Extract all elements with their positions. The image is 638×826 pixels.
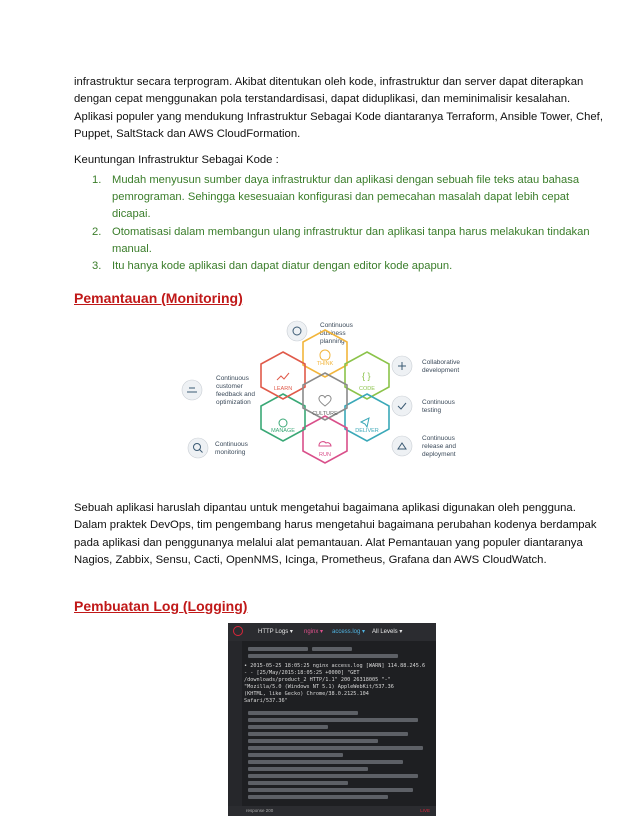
feedback-label-4: optimization — [216, 399, 251, 406]
feedback-circle-icon — [182, 380, 202, 400]
log-line: Safari/537.36" — [244, 698, 288, 704]
benefit-number: 3. — [92, 260, 102, 273]
log-row-placeholder — [248, 788, 413, 792]
log-line: - - [25/May/2015:18:05:25 +0000] "GET — [244, 670, 360, 676]
log-row-placeholder — [248, 732, 408, 736]
benefit-line: Mudah menyusun sumber daya infrastruktur dan aplikasi dengan sebuah file teks atau bahasa — [112, 174, 580, 186]
log-row-placeholder — [248, 746, 423, 750]
feedback-label-1: Continuous — [216, 375, 249, 382]
log-row-placeholder — [248, 647, 308, 651]
log-row-placeholder — [248, 767, 368, 771]
logo-icon — [233, 626, 243, 636]
log-line: /downloads/product_2 HTTP/1.1" 200 26318005 "-" — [244, 677, 391, 683]
release-label-2: release and — [422, 443, 456, 450]
code-label: CODE — [359, 386, 375, 392]
benefits-list — [92, 172, 590, 275]
benefit-item — [92, 224, 590, 258]
log-line: (KHTML, like Gecko) Chrome/38.0.2125.104 — [244, 691, 369, 697]
intro-line: Aplikasi populer yang mendukung Infrastruktur Sebagai Kode diantaranya Terraform, Ansible Tower, Chef, — [74, 110, 603, 123]
testing-label-1: Continuous — [422, 399, 455, 406]
culture-label: CULTURE — [312, 411, 338, 417]
collab-label-1: Collaborative — [422, 359, 460, 366]
benefit-line: Itu hanya kode aplikasi dan dapat diatur dengan editor kode apapun. — [112, 260, 453, 273]
log-row-placeholder — [248, 654, 398, 658]
feedback-label-2: customer — [216, 383, 243, 390]
log-footer — [228, 806, 436, 816]
monitoring-paragraph — [74, 500, 597, 570]
deliver-label: DELIVER — [355, 428, 379, 434]
menu-http-logs[interactable]: HTTP Logs ▾ — [258, 629, 293, 635]
logging-heading: Pembuatan Log (Logging) — [74, 598, 248, 614]
learn-label: LEARN — [273, 386, 293, 392]
run-label: RUN — [319, 452, 331, 458]
cloud-icon — [319, 442, 331, 446]
benefits-title: Keuntungan Infrastruktur Sebagai Kode : — [74, 154, 279, 166]
braces-icon: { } — [362, 371, 371, 381]
log-row-placeholder — [248, 739, 378, 743]
lightbulb-icon — [320, 350, 330, 360]
log-row-placeholder — [248, 774, 418, 778]
planning-label-2: business — [320, 330, 346, 337]
log-line: • 2015-05-25 18:05:25 nginx access.log [WARN] 114.88.245.6 — [244, 663, 426, 669]
menu-all-levels[interactable]: All Levels ▾ — [372, 629, 403, 635]
benefit-number: 2. — [92, 225, 102, 238]
monitoring-label-2: monitoring — [215, 449, 246, 456]
intro-paragraph — [74, 74, 603, 144]
benefit-item — [92, 172, 580, 224]
log-toolbar — [228, 623, 436, 641]
log-row-placeholder — [248, 753, 343, 757]
benefit-item — [92, 258, 566, 275]
benefit-line: dicapai. — [112, 208, 151, 221]
release-label-1: Continuous — [422, 435, 455, 442]
log-row-placeholder — [248, 760, 403, 764]
planning-label-3: planning — [320, 338, 345, 345]
planning-label-1: Continuous — [320, 322, 353, 329]
monitoring-line: Sebuah aplikasi haruslah dipantau untuk mengetahui bagaimana aplikasi digunakan oleh pengguna. — [74, 502, 576, 514]
planning-circle-icon — [287, 321, 307, 341]
benefit-line: manual. — [112, 242, 152, 255]
log-gutter — [228, 641, 242, 816]
testing-circle-icon — [392, 396, 412, 416]
feedback-label-3: feedback and — [216, 391, 256, 398]
log-row-placeholder — [248, 781, 348, 785]
monitoring-line: pada aplikasi dan penggunanya melalui alat pemantauan. Alat Pemantauan yang populer diantaranya — [74, 536, 583, 549]
benefit-number: 1. — [92, 174, 102, 186]
collab-label-2: development — [422, 367, 460, 374]
monitoring-heading: Pemantauan (Monitoring) — [74, 290, 243, 306]
log-row-placeholder — [248, 718, 418, 722]
benefit-line: Otomatisasi dalam membangun ulang infrastruktur dan aplikasi tanpa harus melakukan tindakan — [112, 225, 590, 238]
think-label: THINK — [316, 361, 334, 367]
log-row-placeholder — [248, 795, 388, 799]
gear-icon — [279, 419, 287, 427]
log-line: "Mozilla/5.0 (Windows NT 5.1) AppleWebKit/537.36 — [244, 684, 394, 690]
devops-diagram — [170, 318, 460, 483]
monitoring-circle-icon — [188, 438, 208, 458]
log-row-placeholder — [248, 711, 358, 715]
manage-label: MANAGE — [271, 428, 295, 434]
intro-line: infrastruktur secara terprogram. Akibat ditentukan oleh kode, infrastruktur dan server dapat diterapkan — [74, 76, 584, 88]
monitoring-label-1: Continuous — [215, 441, 248, 448]
menu-nginx[interactable]: nginx ▾ — [304, 629, 324, 635]
log-row-placeholder — [248, 725, 328, 729]
trend-icon — [277, 373, 289, 380]
footer-filter: response 200 — [246, 808, 274, 813]
release-circle-icon — [392, 436, 412, 456]
intro-line: dengan cepat menggunakan pola terstandardisasi, dapat diduplikasi, dan meminimalisir kesalahan. — [74, 93, 571, 106]
log-row-placeholder — [312, 647, 352, 651]
benefit-line: pemrograman. Sehingga kesesuaian konfigurasi dan pemecahan masalah dapat lebih cepat — [112, 191, 570, 204]
heart-icon — [319, 395, 331, 406]
monitoring-line: Dalam praktek DevOps, tim pengembang harus mengetahui bagaimana perubahan kodenya berdampak — [74, 519, 597, 532]
menu-access-log[interactable]: access.log ▾ — [332, 629, 366, 635]
send-icon — [361, 418, 369, 427]
release-label-3: deployment — [422, 451, 456, 458]
monitoring-line: Nagios, Zabbix, Sensu, Cacti, OpenNMS, Icinga, Prometheus, Grafana dan AWS CloudWatch. — [74, 554, 547, 567]
live-badge[interactable]: LIVE — [420, 808, 430, 813]
log-viewer-screenshot — [228, 623, 436, 816]
log-entry[interactable] — [244, 663, 425, 705]
intro-line: Puppet, SaltStack dan AWS CloudFormation. — [74, 128, 301, 141]
testing-label-2: testing — [422, 407, 442, 414]
